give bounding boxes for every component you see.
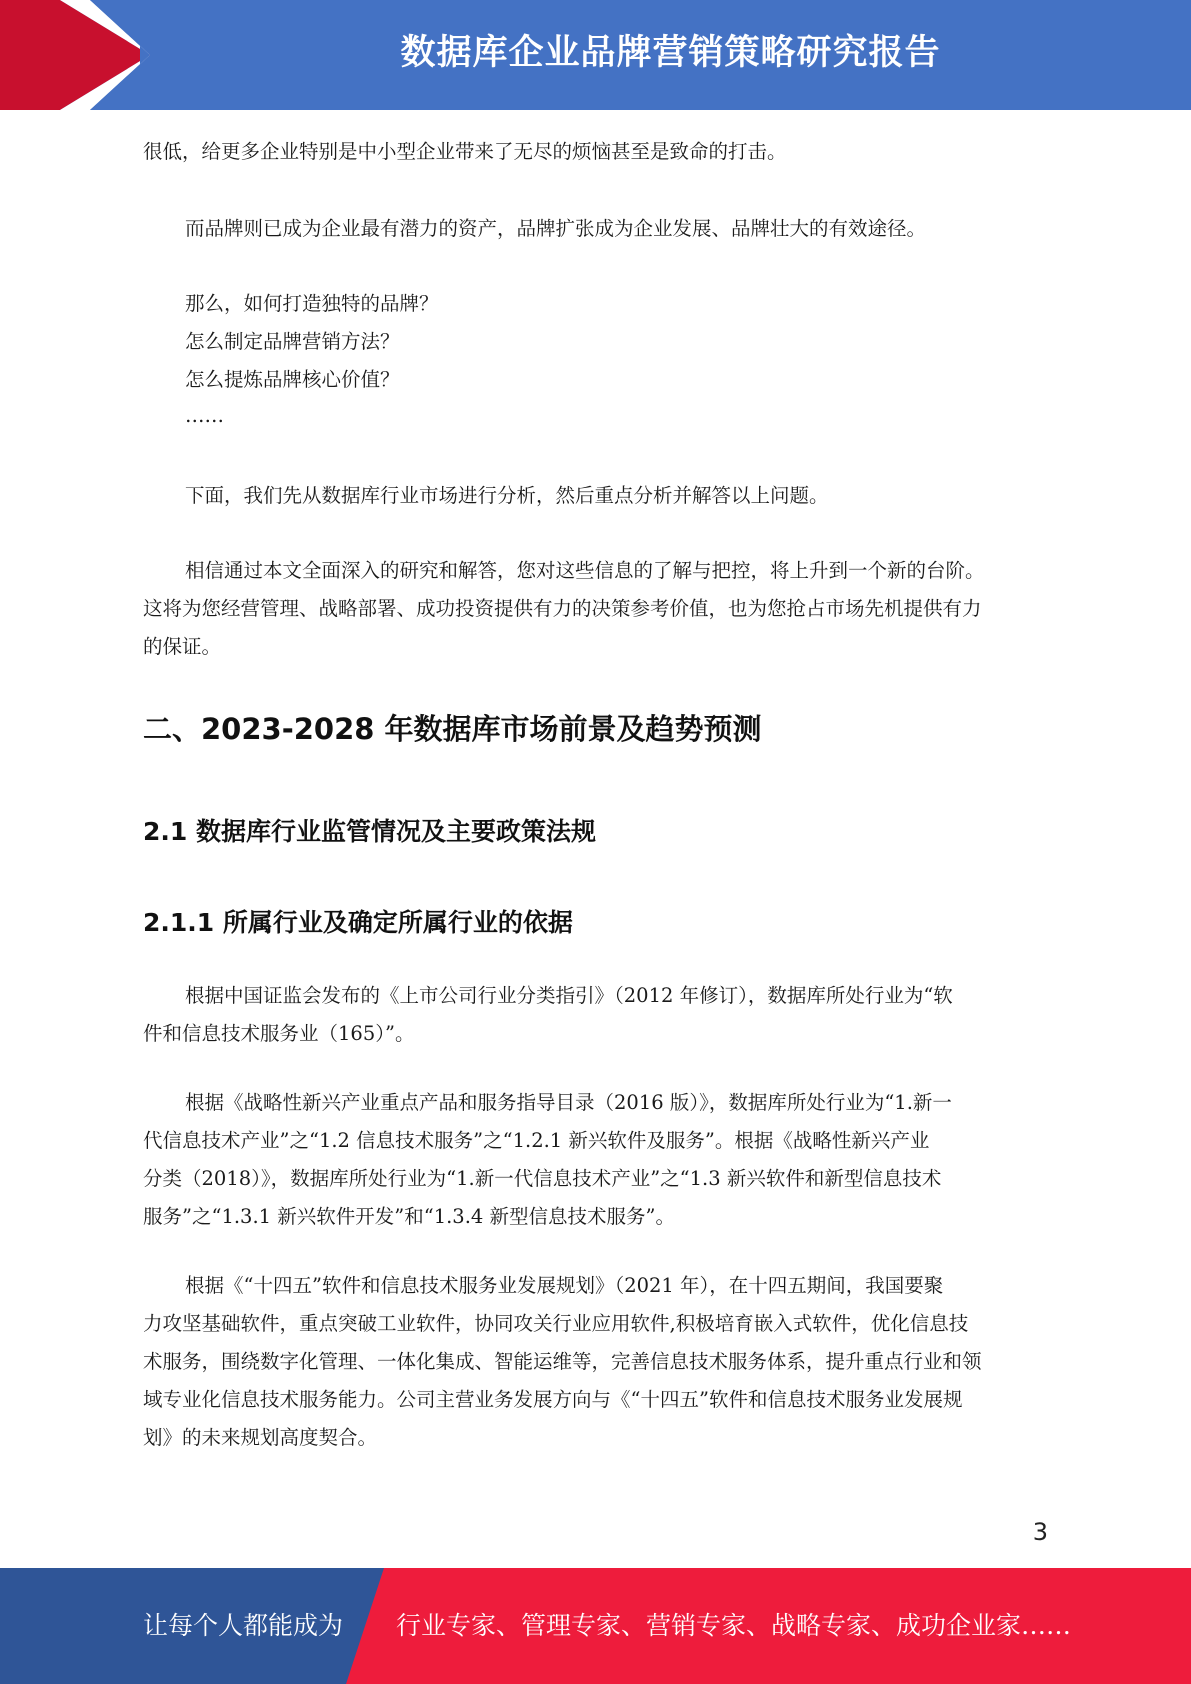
section-heading-1: 二、2023-2028 年数据库市场前景及趋势预测 <box>143 712 762 746</box>
question-line: 怎么制定品牌营销方法？ <box>185 330 400 353</box>
footer-slogan-right: 行业专家、管理专家、营销专家、战略专家、成功企业家…… <box>396 1611 1072 1640</box>
paragraph-line: 代信息技术产业”之“1.2 信息技术服务”之“1.2.1 新兴软件及服务”。根据《战略性新兴产业 <box>143 1129 930 1152</box>
paragraph-line: 件和信息技术服务业（165）”。 <box>143 1022 415 1045</box>
report-title: 数据库企业品牌营销策略研究报告 <box>400 33 941 73</box>
paragraph-line: 力攻坚基础软件，重点突破工业软件，协同攻关行业应用软件,积极培育嵌入式软件，优化信息技 <box>143 1312 969 1335</box>
paragraph: 很低，给更多企业特别是中小型企业带来了无尽的烦恼甚至是致命的打击。 <box>143 140 787 163</box>
paragraph-line: 根据《“十四五”软件和信息技术服务业发展规划》（2021 年），在十四五期间，我国要聚 <box>185 1274 944 1297</box>
paragraph: 下面，我们先从数据库行业市场进行分析，然后重点分析并解答以上问题。 <box>185 484 829 507</box>
paragraph-line: 这将为您经营管理、战略部署、成功投资提供有力的决策参考价值，也为您抢占市场先机提供有力 <box>143 597 982 620</box>
paragraph-line: 根据中国证监会发布的《上市公司行业分类指引》（2012 年修订），数据库所处行业为“软 <box>185 984 953 1007</box>
page-footer <box>0 1568 1191 1684</box>
page-number: 3 <box>1032 1518 1048 1546</box>
paragraph-line: 划》的未来规划高度契合。 <box>143 1426 378 1449</box>
paragraph-line: 分类（2018）》，数据库所处行业为“1.新一代信息技术产业”之“1.3 新兴软件和新型信息技术 <box>143 1167 942 1190</box>
paragraph-line: 术服务，围绕数字化管理、一体化集成、智能运维等，完善信息技术服务体系，提升重点行业和领 <box>143 1350 982 1373</box>
page-header <box>0 0 1191 110</box>
paragraph-line: 相信通过本文全面深入的研究和解答，您对这些信息的了解与把控，将上升到一个新的台阶。 <box>185 559 985 582</box>
paragraph-line: 根据《战略性新兴产业重点产品和服务指导目录（2016 版）》，数据库所处行业为“1.新一 <box>185 1091 952 1114</box>
question-line: 那么，如何打造独特的品牌？ <box>185 292 439 315</box>
paragraph: 而品牌则已成为企业最有潜力的资产，品牌扩张成为企业发展、品牌壮大的有效途径。 <box>185 217 927 240</box>
ellipsis: …… <box>185 404 224 427</box>
paragraph-line: 的保证。 <box>143 635 222 658</box>
section-heading-2: 2.1 数据库行业监管情况及主要政策法规 <box>143 817 596 846</box>
paragraph-line: 域专业化信息技术服务能力。公司主营业务发展方向与《“十四五”软件和信息技术服务业发展规 <box>143 1388 963 1411</box>
section-heading-3: 2.1.1 所属行业及确定所属行业的依据 <box>143 908 573 937</box>
question-line: 怎么提炼品牌核心价值？ <box>185 368 400 391</box>
paragraph-line: 服务”之“1.3.1 新兴软件开发”和“1.3.4 新型信息技术服务”。 <box>143 1205 675 1228</box>
footer-slogan-left: 让每个人都能成为 <box>143 1611 344 1640</box>
